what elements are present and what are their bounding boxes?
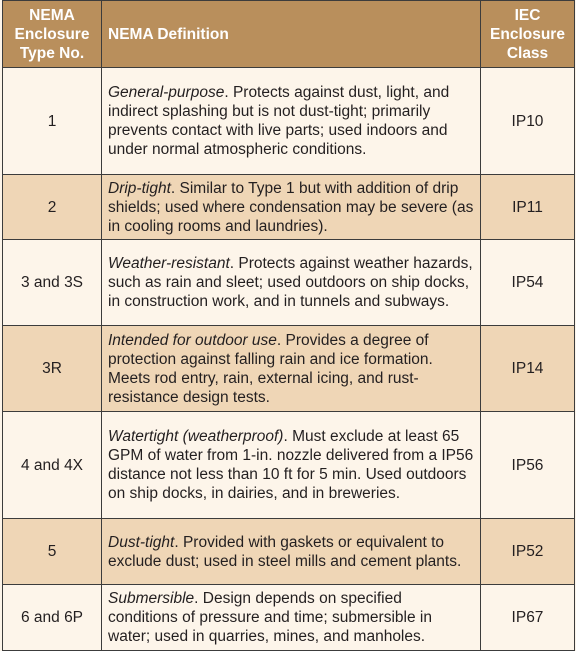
header-row [3, 1, 575, 68]
definition-text: . Protects against dust, light, and indirect splashing but is not dust-tight; primarily prevents contact with live parts; used indoors and under normal atmospheric conditions. [108, 84, 450, 158]
table-row [3, 585, 575, 651]
type-cell: 3R [3, 326, 102, 412]
definition-term: Drip-tight [108, 179, 171, 197]
definition-term: Submersible [108, 590, 195, 607]
iec-cell: IP67 [481, 585, 575, 651]
iec-cell: IP11 [481, 175, 575, 240]
header-iec-line: Enclosure [490, 25, 565, 43]
definition-text: . Protects against weather hazards, such as rain and sleet; used outdoors on ship docks, in construction work, and in tunnels and subways. [108, 255, 473, 310]
header-iec-line: Class [506, 44, 549, 62]
table-row [3, 68, 575, 175]
header-iec-class [481, 1, 575, 68]
header-type-no-line: NEMA [29, 6, 75, 24]
definition-term: General-purpose [108, 84, 225, 101]
header-type-no-line: Enclosure [14, 25, 90, 43]
definition-cell [102, 326, 481, 412]
table-row [3, 519, 575, 585]
table-row [3, 326, 575, 412]
definition-term: Watertight (weatherproof) [108, 428, 284, 445]
iec-cell: IP52 [481, 519, 575, 585]
iec-cell: IP54 [481, 240, 575, 326]
nema-iec-table [2, 0, 575, 651]
definition-cell [102, 519, 481, 585]
iec-cell: IP10 [481, 68, 575, 175]
type-cell: 5 [3, 519, 102, 585]
table-row [3, 412, 575, 519]
type-cell: 1 [3, 68, 102, 175]
definition-term: Dust-tight [108, 533, 175, 551]
definition-text: . Provides a degree of protection against falling rain and ice formation. Meets rod entry, rain, external icing, and rust-resistance design tests. [108, 331, 433, 406]
definition-cell [102, 240, 481, 326]
header-definition: NEMA Definition [102, 1, 481, 68]
header-type-no-line: Type No. [19, 44, 85, 62]
type-cell: 3 and 3S [3, 240, 102, 326]
definition-term: Weather-resistant [108, 255, 230, 272]
type-cell: 6 and 6P [3, 585, 102, 651]
header-iec-line: IEC [514, 6, 541, 24]
definition-text: . Provided with gaskets or equivalent to exclude dust; used in steel mills and cement plants. [108, 533, 462, 570]
definition-term: Intended for outdoor use [108, 331, 277, 349]
table-row [3, 175, 575, 240]
iec-cell: IP56 [481, 412, 575, 519]
definition-cell [102, 412, 481, 519]
definition-text: . Design depends on specified conditions of pressure and time; submersible in water; used in quarries, mines, and manholes. [108, 590, 432, 645]
definition-cell [102, 585, 481, 651]
definition-text: . Must exclude at least 65 GPM of water from 1-in. nozzle delivered from a IP56 distance not less than 10 ft for 5 min. Used outdoors on ship docks, in dairies, and in breweries. [108, 428, 474, 502]
definition-text: . Similar to Type 1 but with addition of drip shields; used where condensation may be severe (as in cooling rooms and laundries). [108, 179, 474, 235]
type-cell: 4 and 4X [3, 412, 102, 519]
type-cell: 2 [3, 175, 102, 240]
iec-cell: IP14 [481, 326, 575, 412]
header-type-no [3, 1, 102, 68]
definition-cell [102, 175, 481, 240]
table-row [3, 240, 575, 326]
definition-cell [102, 68, 481, 175]
